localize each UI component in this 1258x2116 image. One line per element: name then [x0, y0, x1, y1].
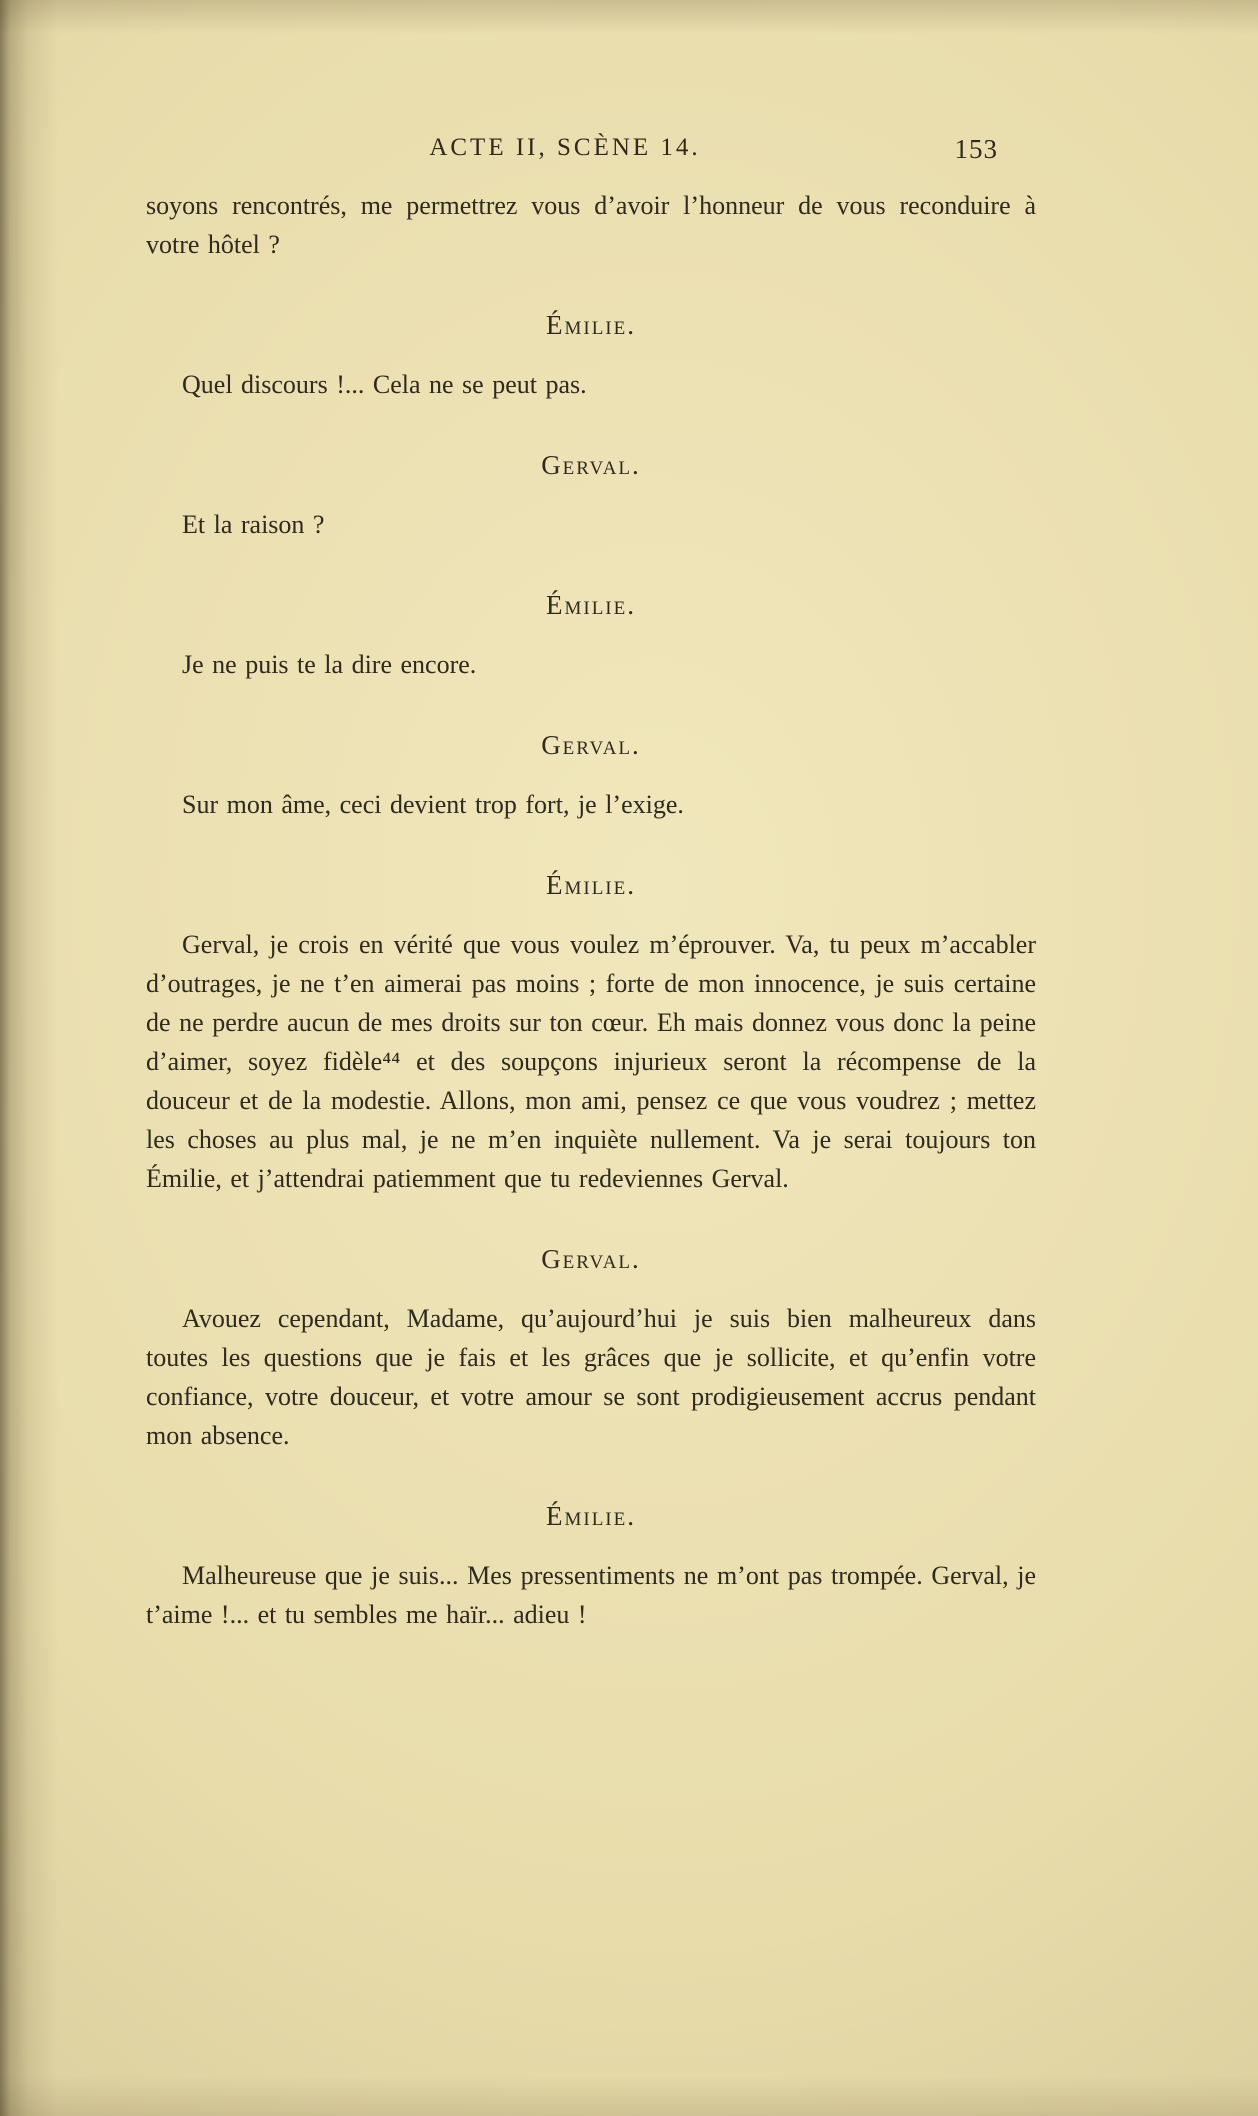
speaker-heading: Gerval.	[541, 730, 641, 760]
running-header	[146, 134, 1036, 176]
paragraph: Sur mon âme, ceci devient trop fort, je l’exige.	[182, 790, 684, 819]
text-column	[146, 134, 1036, 1634]
paragraph: Et la raison ?	[182, 510, 325, 539]
speaker-heading: Émilie.	[545, 590, 636, 620]
text-body	[146, 186, 1036, 1634]
running-header-title: ACTE II, SCÈNE 14.	[429, 134, 701, 161]
paragraph: Quel discours !... Cela ne se peut pas.	[182, 370, 587, 399]
speaker-heading: Gerval.	[541, 1244, 641, 1274]
speaker-heading: Émilie.	[545, 310, 636, 340]
paragraph: Avouez cependant, Madame, qu’aujourd’hui je suis bien malheureux dans toutes les questions que je fais et les grâces que je sollicite, et qu’enfin votre confiance, votre douceur, et votre amour se sont prodigieusement accrus pendant mon absence.	[146, 1304, 1036, 1450]
speaker-heading: Émilie.	[545, 870, 636, 900]
paragraph: Malheureuse que je suis... Mes pressentiments ne m’ont pas trompée. Gerval, je t’aime !... et tu sembles me haïr... adieu !	[146, 1561, 1036, 1629]
page-number: 153	[954, 134, 998, 164]
paragraph: Je ne puis te la dire encore.	[182, 650, 477, 679]
speaker-heading: Émilie.	[545, 1501, 636, 1531]
paragraph: soyons rencontrés, me permettrez vous d’avoir l’honneur de vous reconduire à votre hôtel ?	[146, 191, 1036, 259]
speaker-heading: Gerval.	[541, 450, 641, 480]
paragraph: Gerval, je crois en vérité que vous voulez m’éprouver. Va, tu peux m’accabler d’outrages, je ne t’en aimerai pas moins ; forte de mon innocence, je suis certaine de ne perdre aucun de mes droits sur ton cœur. Eh mais donnez vous donc la peine d’aimer, soyez fidèle⁴⁴ et des soupçons injurieux seront la récompense de la douceur et de la modestie. Allons, mon ami, pensez ce que vous voudrez ; mettez les choses au plus mal, je ne m’en inquiète nullement. Va je serai toujours ton Émilie, et j’attendrai patiemment que tu redeviennes Gerval.	[146, 930, 1036, 1193]
